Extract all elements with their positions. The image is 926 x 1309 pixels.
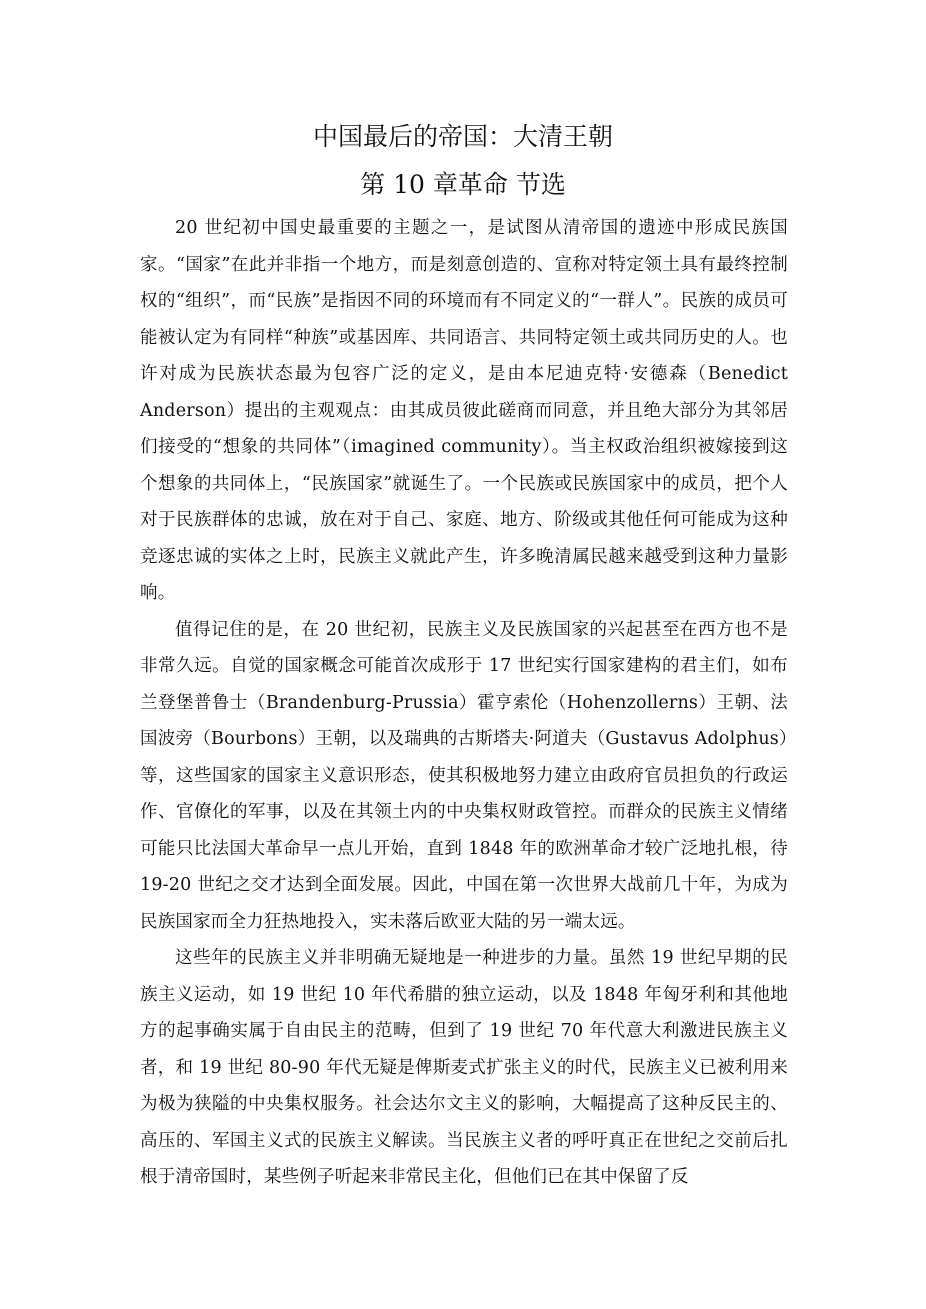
paragraph-3: 这些年的民族主义并非明确无疑地是一种进步的力量。虽然 19 世纪早期的民族主义运动，如 19 世纪 10 年代希腊的独立运动，以及 1848 年匈牙利和其他地方的起事确实属于自由民主的范畴，但到了 19 世纪 70 年代意大利激进民族主义者，和 19 世纪 80-90 年代无疑是俾斯麦式扩张主义的时代，民族主义已被利用来为极为狭隘的中央集权服务。社会达尔文主义的影响，大幅提高了这种反民主的、高压的、军国主义式的民族主义解读。当民族主义者的呼吁真正在世纪之交前后扎根于清帝国时，某些例子听起来非常民主化，但他们已在其中保留了反: [140, 948, 788, 1187]
body-text: [140, 210, 788, 1196]
paragraph-1: 20 世纪初中国史最重要的主题之一，是试图从清帝国的遗迹中形成民族国家。“国家”在此并非指一个地方，而是刻意创造的、宣称对特定领土具有最终控制权的“组织”，而“民族”是指因不同的环境而有不同定义的“一群人”。民族的成员可能被认定为有同样“种族”或基因库、共同语言、共同特定领土或共同历史的人。也许对成为民族状态最为包容广泛的定义，是由本尼迪克特·安德森（Benedict Anderson）提出的主观观点：由其成员彼此磋商而同意，并且绝大部分为其邻居们接受的“想象的共同体”（imagined community）。当主权政治组织被嫁接到这个想象的共同体上，“民族国家”就诞生了。一个民族或民族国家中的成员，把个人对于民族群体的忠诚，放在对于自己、家庭、地方、阶级或其他任何可能成为这种竞逐忠诚的实体之上时，民族主义就此产生，许多晚清属民越来越受到这种力量影响。: [140, 218, 788, 603]
paragraph-2: 值得记住的是，在 20 世纪初，民族主义及民族国家的兴起甚至在西方也不是非常久远。自觉的国家概念可能首次成形于 17 世纪实行国家建构的君主们，如布兰登堡普鲁士（Brandenburg-Prussia）霍亨索伦（Hohenzollerns）王朝、法国波旁（Bourbons）王朝，以及瑞典的古斯塔夫·阿道夫（Gustavus Adolphus）等，这些国家的国家主义意识形态，使其积极地努力建立由政府官员担负的行政运作、官僚化的军事，以及在其领土内的中央集权财政管控。而群众的民族主义情绪可能只比法国大革命早一点儿开始，直到 1848 年的欧洲革命才较广泛地扎根，待 19-20 世纪之交才达到全面发展。因此，中国在第一次世界大战前几十年，为成为民族国家而全力狂热地投入，实未落后欧亚大陆的另一端太远。: [140, 619, 788, 932]
chapter-subtitle: 第 10 章革命 节选: [360, 170, 566, 199]
document-title: 中国最后的帝国：大清王朝: [312, 122, 613, 151]
